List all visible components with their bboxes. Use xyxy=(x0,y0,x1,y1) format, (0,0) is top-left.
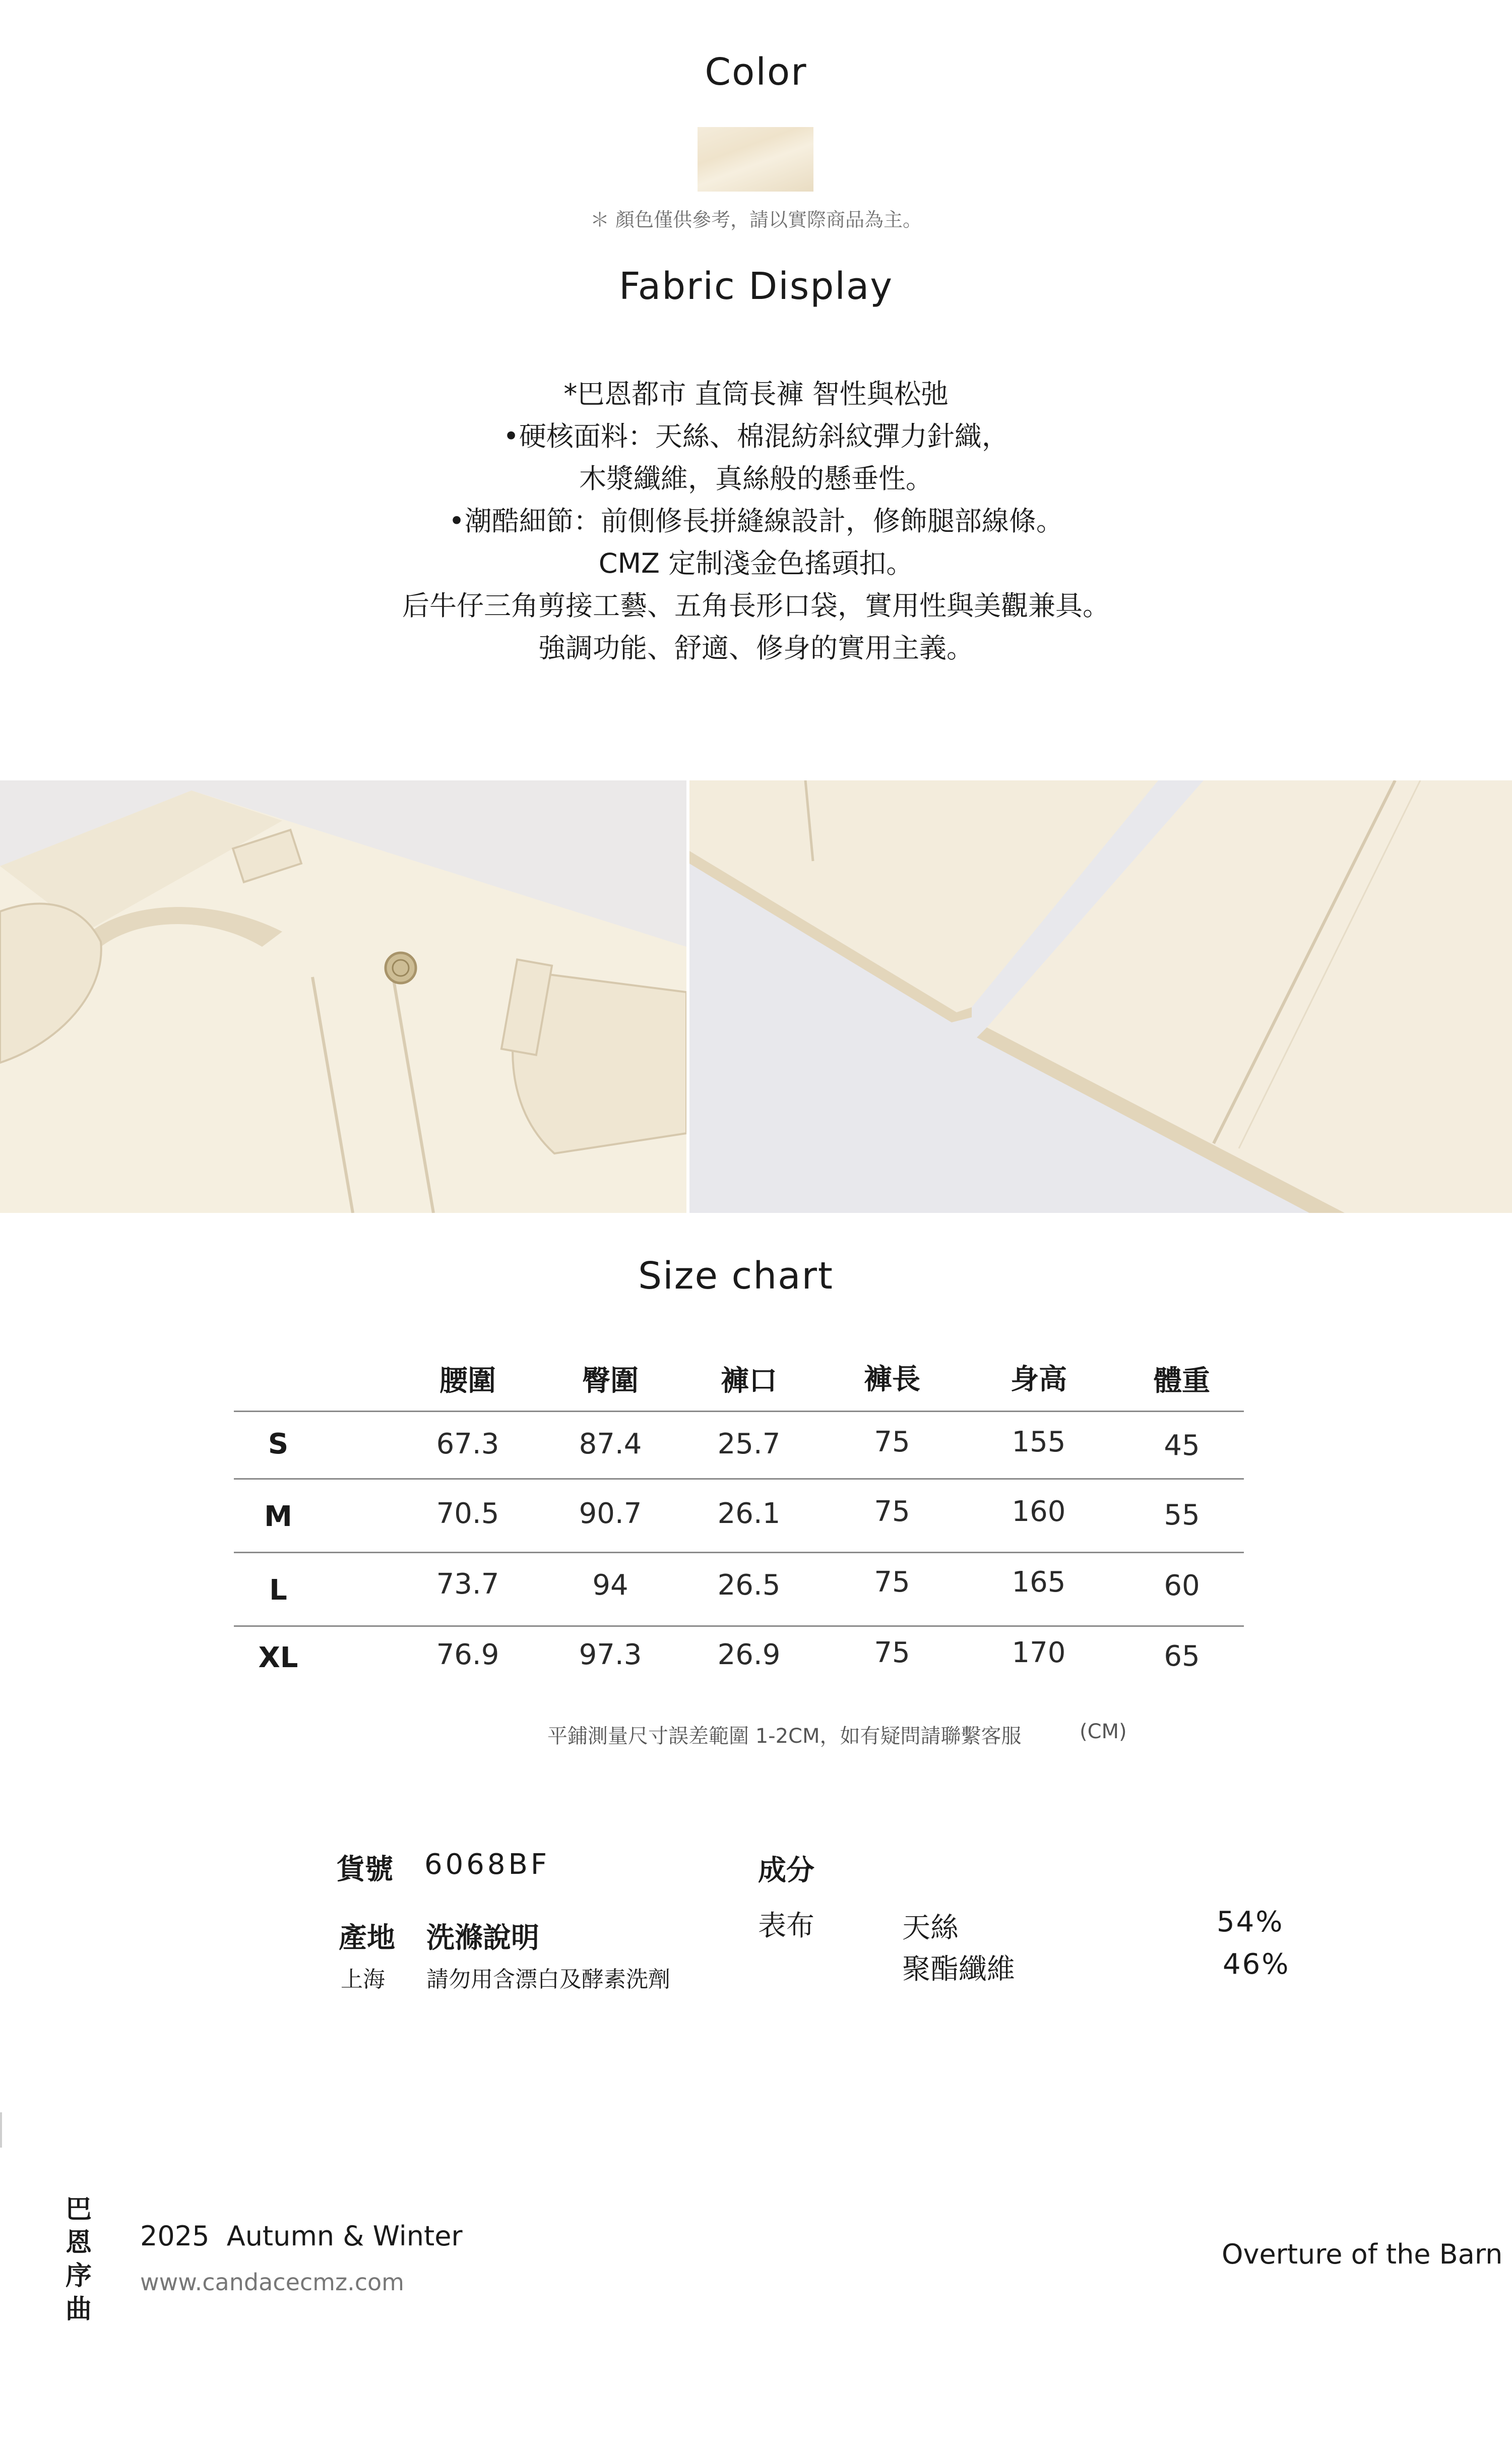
table-cell: 160 xyxy=(1012,1495,1066,1528)
table-divider xyxy=(234,1552,1244,1553)
color-note: ＊ 顏色僅供參考，請以實際商品為主。 xyxy=(590,209,922,231)
table-cell: 165 xyxy=(1012,1566,1066,1599)
sku-value: 6068BF xyxy=(424,1848,550,1881)
table-cell: 75 xyxy=(874,1495,910,1528)
table-cell: 75 xyxy=(874,1636,910,1669)
size-label: L xyxy=(269,1574,287,1607)
brand-char: 恩 xyxy=(65,2228,92,2258)
fabric-line: •潮酷細節：前側修長拼縫線設計，修飾腿部線條。 xyxy=(449,505,1063,537)
table-cell: 97.3 xyxy=(579,1638,642,1671)
col-header: 臀圍 xyxy=(582,1365,639,1397)
brand-char: 序 xyxy=(65,2261,92,2291)
table-cell: 75 xyxy=(874,1426,910,1458)
table-cell: 65 xyxy=(1164,1640,1200,1673)
fabric-line: 后牛仔三角剪接工藝、五角長形口袋，實用性與美觀兼具。 xyxy=(402,590,1110,622)
table-cell: 45 xyxy=(1164,1429,1200,1462)
table-cell: 26.1 xyxy=(717,1497,781,1530)
col-header: 褲長 xyxy=(864,1363,920,1396)
table-cell: 26.5 xyxy=(717,1569,781,1602)
size-label: S xyxy=(268,1428,289,1460)
collection-name: Overture of the Barn xyxy=(1222,2238,1503,2270)
edge-mark xyxy=(0,2112,2,2148)
website-link[interactable]: www.candacecmz.com xyxy=(140,2269,404,2296)
table-cell: 76.9 xyxy=(436,1638,499,1671)
season-label: 2025 Autumn & Winter xyxy=(140,2220,463,2252)
fabric-title: Fabric Display xyxy=(618,265,894,308)
table-cell: 60 xyxy=(1164,1569,1200,1602)
table-cell: 70.5 xyxy=(436,1497,499,1530)
sku-label: 貨號 xyxy=(337,1853,393,1886)
table-cell: 94 xyxy=(592,1569,628,1602)
wash-value: 請勿用含漂白及酵素洗劑 xyxy=(426,1967,670,1992)
measurement-note: 平鋪測量尺寸誤差範圍 1-2CM，如有疑問請聯繫客服 xyxy=(547,1725,1022,1748)
material-name: 聚酯纖維 xyxy=(902,1953,1015,1986)
wash-label: 洗滌說明 xyxy=(426,1922,539,1955)
fabric-line: 木漿纖維，真絲般的懸垂性。 xyxy=(579,463,933,495)
table-cell: 55 xyxy=(1164,1499,1200,1532)
size-chart-title: Size chart xyxy=(638,1254,834,1298)
table-cell: 25.7 xyxy=(717,1428,781,1460)
col-header: 腰圍 xyxy=(439,1365,496,1397)
fabric-line: *巴恩都市 直筒長褲 智性與松弛 xyxy=(563,378,949,410)
composition-label: 成分 xyxy=(758,1854,814,1887)
brand-char: 巴 xyxy=(65,2194,92,2225)
material-percent: 54% xyxy=(1217,1906,1284,1938)
table-divider xyxy=(234,1411,1244,1412)
size-label: XL xyxy=(258,1641,298,1674)
table-cell: 170 xyxy=(1012,1636,1066,1669)
table-cell: 75 xyxy=(874,1566,910,1599)
table-divider xyxy=(234,1625,1244,1627)
fabric-line: •硬核面料：天絲、棉混紡斜紋彈力針織， xyxy=(503,420,1009,452)
color-title: Color xyxy=(705,50,807,94)
table-cell: 67.3 xyxy=(436,1428,499,1460)
table-divider xyxy=(234,1478,1244,1480)
table-cell: 90.7 xyxy=(579,1497,642,1530)
brand-char: 曲 xyxy=(65,2294,92,2325)
table-cell: 155 xyxy=(1012,1426,1066,1458)
color-swatch xyxy=(698,127,813,192)
col-header: 體重 xyxy=(1154,1365,1210,1397)
fabric-line: 強調功能、舒適、修身的實用主義。 xyxy=(538,632,974,664)
table-cell: 26.9 xyxy=(717,1638,781,1671)
unit-label: (CM) xyxy=(1080,1720,1127,1743)
table-cell: 73.7 xyxy=(436,1568,499,1601)
table-cell: 87.4 xyxy=(579,1428,642,1460)
fabric-line: CMZ 定制淺金色搖頭扣。 xyxy=(598,547,914,579)
material-percent: 46% xyxy=(1223,1948,1290,1981)
brand-vertical xyxy=(64,2193,94,2326)
size-label: M xyxy=(264,1500,292,1533)
origin-value: 上海 xyxy=(341,1967,385,1992)
material-name: 天絲 xyxy=(902,1912,959,1944)
fabric-label: 表布 xyxy=(758,1910,814,1942)
pants-hem-photo xyxy=(689,780,1512,1213)
col-header: 身高 xyxy=(1011,1363,1067,1396)
pants-waist-photo xyxy=(0,780,686,1213)
fabric-description xyxy=(0,373,1512,669)
origin-label: 產地 xyxy=(339,1922,395,1955)
col-header: 褲口 xyxy=(721,1365,777,1397)
